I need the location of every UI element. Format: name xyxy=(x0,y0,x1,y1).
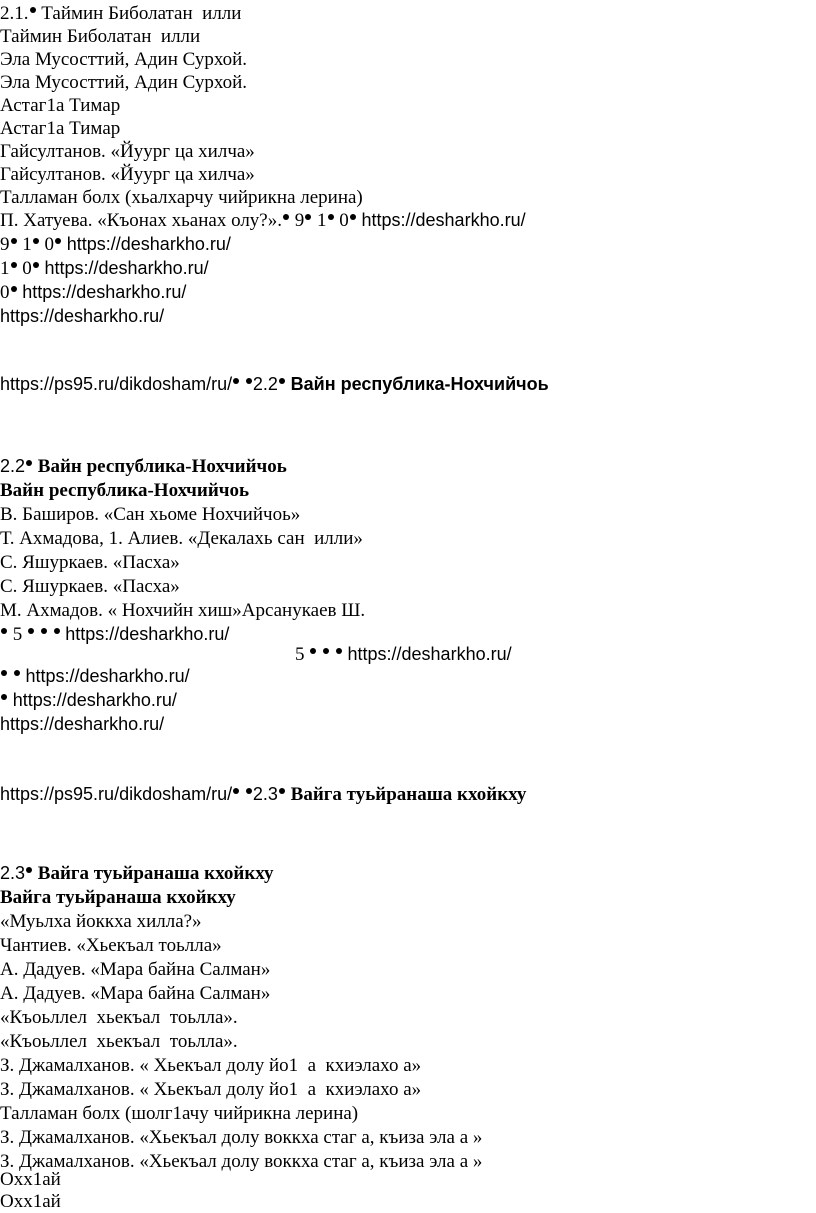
section-2-3-heading: 2.3 Вайга туьйранаша кхойкху xyxy=(0,863,274,884)
bullet-icon xyxy=(328,214,334,220)
next-section-title: Вайн республика-Нохчийчоь xyxy=(290,374,549,394)
bullet-icon xyxy=(54,628,60,634)
text-line: Эла Мусосттий, Адин Сурхой. xyxy=(0,72,248,93)
text-line: З. Джамалханов. «Хьекъал долу воккха стаг а, къиза эла а » xyxy=(0,1127,483,1148)
link[interactable]: https://ps95.ru/dikdosham/ru/ xyxy=(0,784,233,804)
text-line: З. Джамалханов. «Хьекъал долу воккха стаг а, къиза эла а » xyxy=(0,1151,483,1172)
bullet-icon xyxy=(11,238,17,244)
link[interactable]: https://desharkho.ru/ xyxy=(44,258,209,278)
bullet-icon xyxy=(246,788,252,794)
text-line: С. Яшуркаев. «Пасха» xyxy=(0,552,180,573)
bullet-icon xyxy=(55,238,61,244)
text-line: https://ps95.ru/dikdosham/ru/ 2.2 Вайн республика-Нохчийчоь xyxy=(0,374,549,394)
text-line: Эла Мусосттий, Адин Сурхой. xyxy=(0,49,248,70)
text-line: Гайсултанов. «Йуург ца хилча» xyxy=(0,141,255,162)
bullet-icon xyxy=(233,788,239,794)
text-line: П. Хатуева. «Къонах хьанах олу?». 9 1 0 https://desharkho.ru/ xyxy=(0,210,526,231)
text-line: https://ps95.ru/dikdosham/ru/ 2.3 Вайга туьйранаша кхойкху xyxy=(0,784,527,805)
next-section-title: Вайга туьйранаша кхойкху xyxy=(290,784,527,805)
section-title: Таймин Биболатан илли xyxy=(41,3,242,24)
section-2-1-heading xyxy=(0,2,241,25)
text-line: Таймин Биболатан илли xyxy=(0,26,201,47)
text-line: Астаг1а Тимар xyxy=(0,95,121,116)
bullet-icon xyxy=(1,694,7,700)
bullet-icon xyxy=(11,286,17,292)
bullet-icon xyxy=(11,262,17,268)
bullet-icon xyxy=(26,867,32,873)
text-line: З. Джамалханов. « Хьекъал долу йо1 а кхиэлахо а» xyxy=(0,1079,422,1100)
text-line: А. Дадуев. «Мара байна Салман» xyxy=(0,959,271,980)
bullet-icon xyxy=(41,628,47,634)
bullet-icon xyxy=(14,670,20,676)
section-number: 2.1. xyxy=(0,3,29,24)
bullet-icon xyxy=(1,628,7,634)
text-line: Чантиев. «Хьекъал тоьлла» xyxy=(0,935,222,956)
bullet-icon xyxy=(26,460,32,466)
bullet-icon xyxy=(323,648,329,654)
bullet-icon xyxy=(233,378,239,384)
bullet-icon xyxy=(305,214,311,220)
link[interactable]: https://desharkho.ru/ xyxy=(361,210,526,230)
text-line: А. Дадуев. «Мара байна Салман» xyxy=(0,983,271,1004)
section-2-2-heading: 2.2 Вайн республика-Нохчийчоь xyxy=(0,456,287,477)
text-line: М. Ахмадов. « Нохчийн хиш»Арсанукаев Ш. xyxy=(0,600,366,621)
text-line: Охх1ай xyxy=(0,1169,61,1190)
text-line: «Къоьллел хьекъал тоьлла». xyxy=(0,1007,238,1028)
bullet-icon xyxy=(279,788,285,794)
link[interactable]: https://desharkho.ru/ xyxy=(65,624,230,644)
link[interactable]: https://desharkho.ru/ xyxy=(12,690,177,710)
link[interactable]: https://desharkho.ru/ xyxy=(347,644,512,664)
bullet-icon xyxy=(33,262,39,268)
bullet-icon xyxy=(283,214,289,220)
text-line: 0 https://desharkho.ru/ xyxy=(0,282,187,303)
link[interactable]: https://desharkho.ru/ xyxy=(25,666,190,686)
text-line: 5 https://desharkho.ru/ xyxy=(0,623,229,646)
bullet-icon xyxy=(310,648,316,654)
text-line: 5 https://desharkho.ru/ xyxy=(295,644,512,665)
bullet-icon xyxy=(1,670,7,676)
text-line: В. Баширов. «Сан хьоме Нохчийчоь» xyxy=(0,504,301,525)
text-line: Талламан болх (хьалхарчу чийрикна лерина) xyxy=(0,187,363,208)
bold-line: Вайн республика-Нохчийчоь xyxy=(0,480,250,501)
text-line: «Муьлха йоккха хилла?» xyxy=(0,911,202,932)
text-line: З. Джамалханов. « Хьекъал долу йо1 а кхиэлахо а» xyxy=(0,1055,422,1076)
bullet-icon xyxy=(30,7,36,13)
bullet-icon xyxy=(279,378,285,384)
text-line xyxy=(0,665,190,688)
text-line: Гайсултанов. «Йуург ца хилча» xyxy=(0,164,255,185)
link[interactable]: https://desharkho.ru/ xyxy=(66,234,231,254)
bullet-icon xyxy=(336,648,342,654)
bullet-icon xyxy=(28,628,34,634)
bold-line: Вайга туьйранаша кхойкху xyxy=(0,887,236,908)
bullet-icon xyxy=(33,238,39,244)
text-line: Астаг1а Тимар xyxy=(0,118,121,139)
bullet-icon xyxy=(350,214,356,220)
text-line xyxy=(0,689,177,712)
link[interactable]: https://desharkho.ru/ xyxy=(0,714,165,734)
text-line: Т. Ахмадова, 1. Алиев. «Декалахь сан илли» xyxy=(0,528,363,549)
link[interactable]: https://ps95.ru/dikdosham/ru/ xyxy=(0,374,233,394)
text-line: Охх1ай xyxy=(0,1191,61,1212)
text-line: 9 1 0 https://desharkho.ru/ xyxy=(0,234,231,255)
bullet-icon xyxy=(246,378,252,384)
text-line: 1 0 https://desharkho.ru/ xyxy=(0,258,209,279)
link[interactable]: https://desharkho.ru/ xyxy=(22,282,187,302)
link[interactable]: https://desharkho.ru/ xyxy=(0,306,165,326)
text-line: «Къоьллел хьекъал тоьлла». xyxy=(0,1031,238,1052)
text-line: Талламан болх (шолг1ачу чийрикна лерина) xyxy=(0,1103,359,1124)
text-line: С. Яшуркаев. «Пасха» xyxy=(0,576,180,597)
